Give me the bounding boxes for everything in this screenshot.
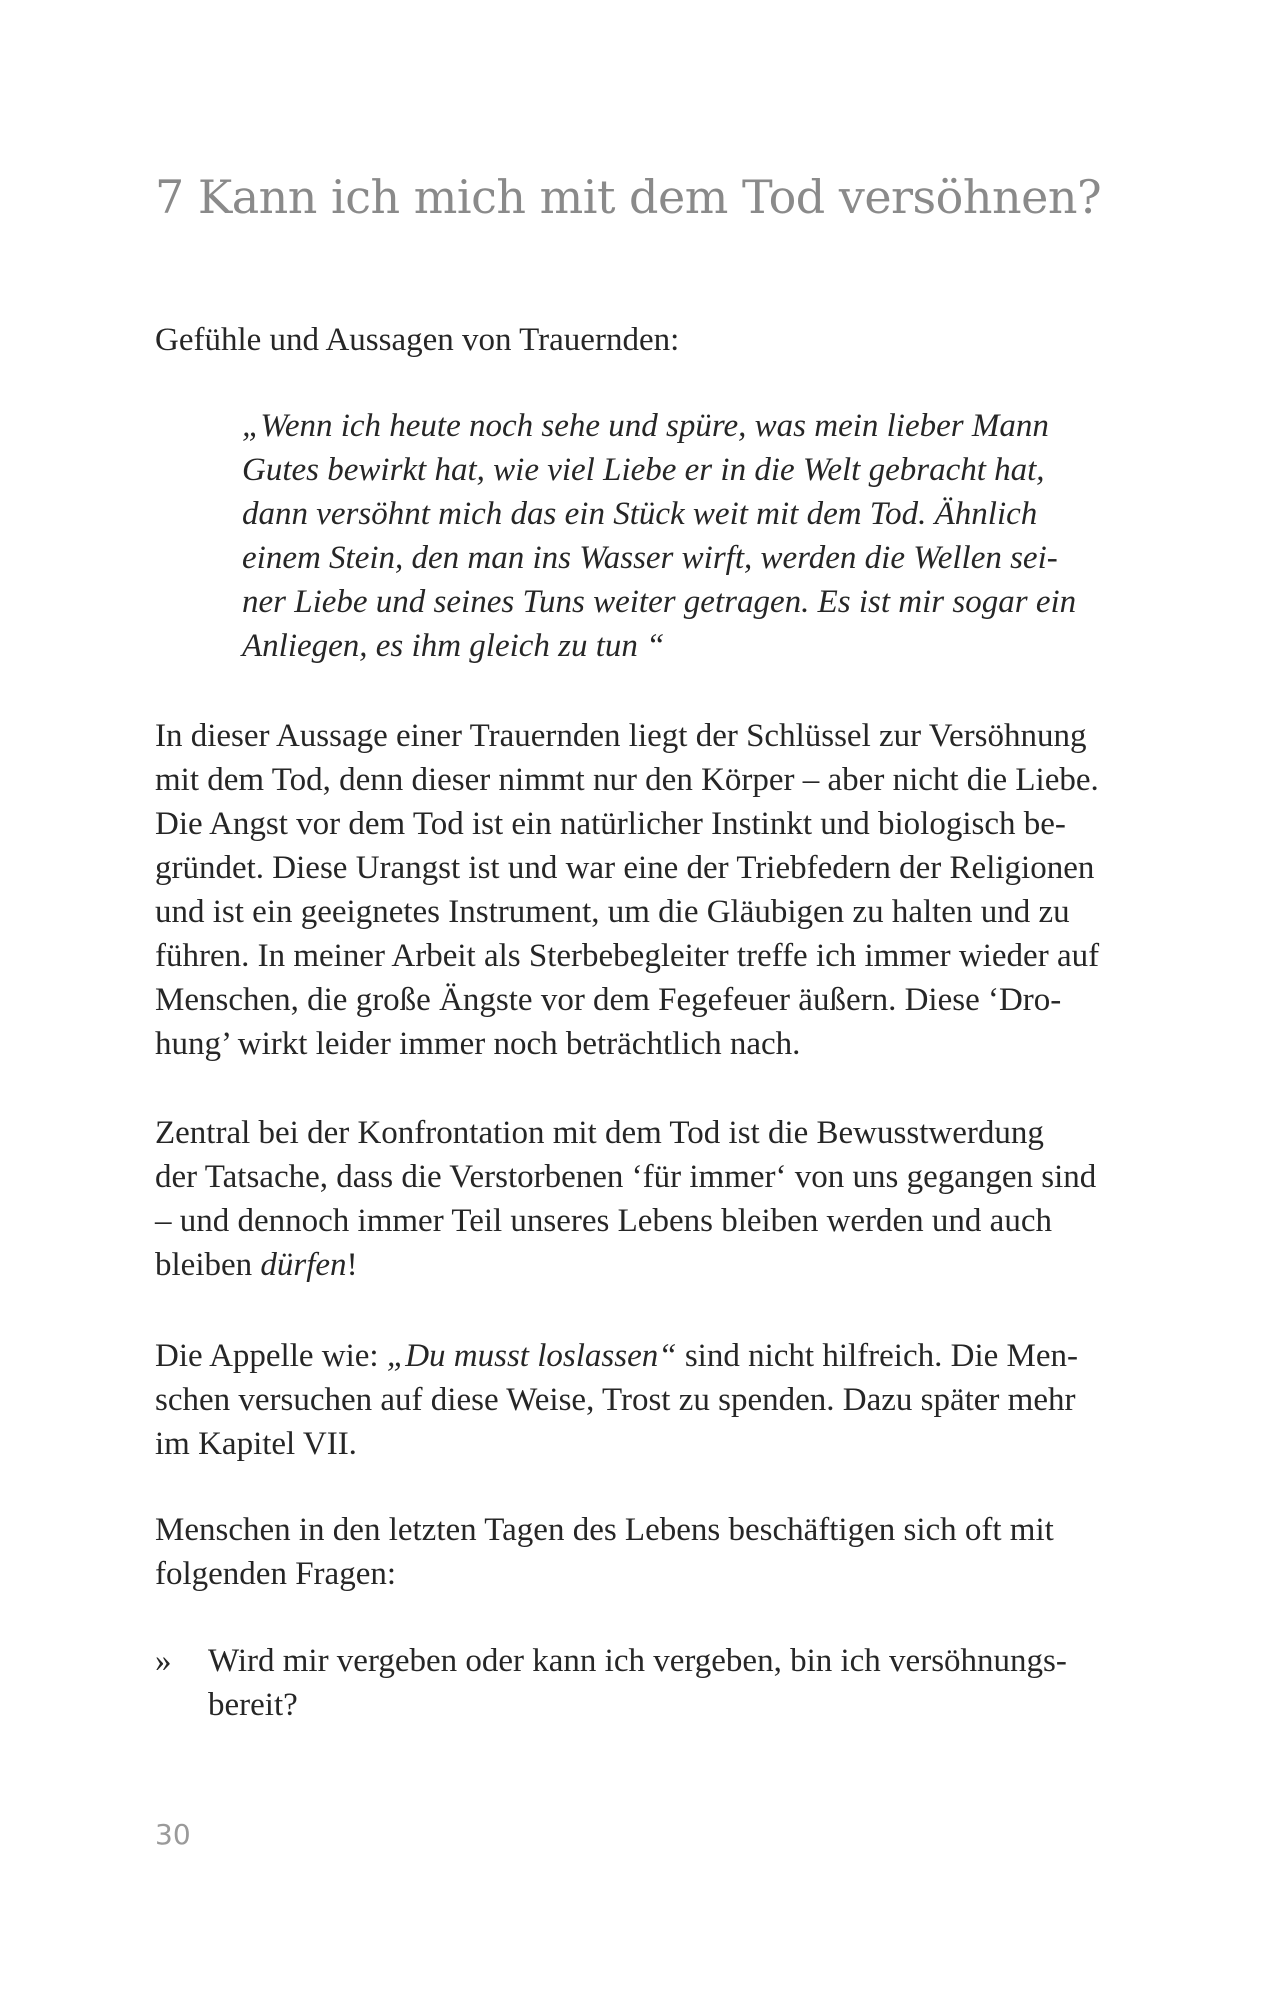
paragraph-line: führen. In meiner Arbeit als Sterbebegleiter treffe ich immer wieder auf (155, 938, 1100, 974)
paragraph-line: Zentral bei der Konfrontation mit dem Tod ist die Bewusstwerdung (155, 1115, 1044, 1151)
intro-text: Gefühle und Aussagen von Trauernden: (155, 322, 680, 358)
paragraph-line: – und dennoch immer Teil unseres Lebens bleiben werden und auch (155, 1203, 1052, 1239)
paragraph-line: schen versuchen auf diese Weise, Trost zu spenden. Dazu später mehr (155, 1382, 1076, 1418)
paragraph-line: der Tatsache, dass die Verstorbenen ‘für immer‘ von uns gegangen sind (155, 1159, 1097, 1195)
paragraph-line: mit dem Tod, denn dieser nimmt nur den Körper – aber nicht die Liebe. (155, 762, 1099, 798)
paragraph-line (155, 1243, 1096, 1287)
bullet-line: bereit? (208, 1687, 298, 1723)
paragraph-confrontation (155, 1111, 1096, 1287)
mourner-quote (242, 404, 1076, 668)
paragraph-questions-intro (155, 1508, 1054, 1596)
paragraph-line: In dieser Aussage einer Trauernden liegt der Schlüssel zur Versöhnung (155, 718, 1087, 754)
paragraph-reconciliation (155, 714, 1099, 1066)
paragraph-line: hung’ wirkt leider immer noch beträchtlich nach. (155, 1026, 801, 1062)
paragraph-line: und ist ein geeignetes Instrument, um die Gläubigen zu halten und zu (155, 894, 1070, 930)
page-number: 30 (155, 1818, 191, 1851)
bullet-marker: » (155, 1643, 172, 1679)
bullet-line: Wird mir vergeben oder kann ich vergeben, bin ich versöhnungs- (208, 1643, 1067, 1679)
quote-line: dann versöhnt mich das ein Stück weit mit dem Tod. Ähnlich (242, 496, 1038, 532)
paragraph-appeals (155, 1334, 1078, 1466)
paragraph-line: Die Angst vor dem Tod ist ein natürlicher Instinkt und biologisch be- (155, 806, 1066, 842)
paragraph-line: im Kapitel VII. (155, 1426, 357, 1462)
line-text: sind nicht hilfreich. Die Men- (676, 1338, 1078, 1374)
line-text: Die Appelle wie: (155, 1338, 387, 1374)
bullet-text (208, 1639, 1067, 1727)
emphasis-text: dürfen (260, 1247, 347, 1283)
emphasis-text: „Du musst loslassen“ (386, 1338, 677, 1374)
quote-line: Gutes bewirkt hat, wie viel Liebe er in die Welt gebracht hat, (242, 452, 1045, 488)
quote-line: Anliegen, es ihm gleich zu tun “ (242, 628, 665, 664)
line-text: ! (346, 1247, 358, 1283)
quote-line: einem Stein, den man ins Wasser wirft, werden die Wellen sei- (242, 540, 1058, 576)
chapter-title: 7 Kann ich mich mit dem Tod versöhnen? (155, 170, 1102, 224)
book-page (155, 0, 1145, 2000)
paragraph-line (155, 1334, 1078, 1378)
paragraph-line: Menschen, die große Ängste vor dem Fegefeuer äußern. Diese ‘Dro- (155, 982, 1062, 1018)
paragraph-line: gründet. Diese Urangst ist und war eine der Triebfedern der Religionen (155, 850, 1095, 886)
line-text: bleiben (155, 1247, 261, 1283)
quote-line: „Wenn ich heute noch sehe und spüre, was mein lieber Mann (242, 408, 1049, 444)
quote-line: ner Liebe und seines Tuns weiter getragen. Es ist mir sogar ein (242, 584, 1077, 620)
intro-line (155, 318, 679, 362)
paragraph-line: Menschen in den letzten Tagen des Lebens beschäftigen sich oft mit (155, 1512, 1054, 1548)
paragraph-line: folgenden Fragen: (155, 1556, 397, 1592)
